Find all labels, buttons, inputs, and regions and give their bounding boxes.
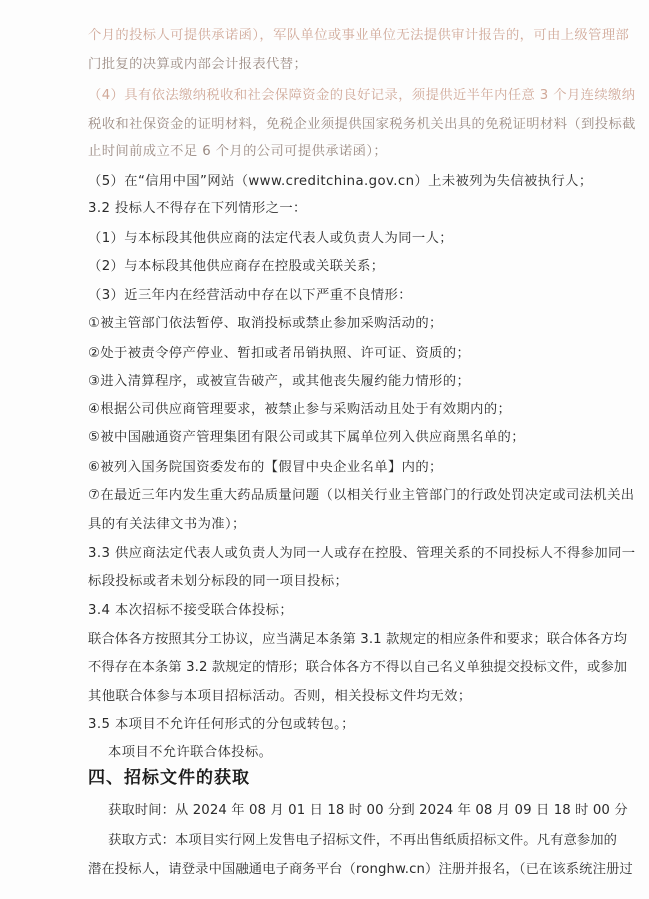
text-line-21: 3.4 本次招标不接受联合体投标； [88, 603, 294, 618]
section-heading: 四、招标文件的获取 [88, 768, 250, 788]
text-line-6: （5）在“信用中国”网站（www.creditchina.gov.cn）上未被列为失信被执行人； [88, 174, 593, 189]
text-line-22: 联合体各方按照其分工协议，应当满足本条第 3.1 款规定的相应条件和要求；联合体各方均 [88, 632, 628, 647]
text-line-9: （2）与本标段其他供应商存在控股或关联关系； [88, 259, 385, 274]
text-line-3: （4）具有依法缴纳税收和社会保障资金的良好记录，须提供近半年内任意 3 个月连续缴纳 [88, 88, 636, 103]
text-line-26: 本项目不允许联合体投标。 [108, 745, 273, 760]
text-line-2: 门批复的决算或内部会计报表代替； [88, 57, 308, 72]
text-line-7: 3.2 投标人不得存在下列情形之一： [88, 201, 307, 216]
text-line-17: ⑦在最近三年内发生重大药品质量问题（以相关行业主管部门的行政处罚决定或司法机关出 [88, 488, 635, 503]
text-line-5: 止时间前成立不足 6 个月的公司可提供承诺函）； [88, 144, 388, 159]
text-line-25: 3.5 本项目不允许任何形式的分包或转包。； [88, 717, 355, 732]
text-line-13: ③进入清算程序，或被宣告破产，或其他丧失履约能力情形的； [88, 374, 471, 389]
text-line-10: （3）近三年内在经营活动中存在以下严重不良情形： [88, 288, 412, 303]
text-line-14: ④根据公司供应商管理要求，被禁止参与采购活动且处于有效期内的； [88, 402, 512, 417]
text-line-28: 获取时间：从 2024 年 08 月 01 日 18 时 00 分到 2024 年 08 月 09 日 18 时 00 分 [108, 803, 628, 818]
text-line-20: 标段投标或者未划分标段的同一项目投标； [88, 574, 349, 589]
text-line-24: 其他联合体参与本项目招标活动。否则，相关投标文件均无效； [88, 689, 472, 704]
text-line-23: 不得存在本条第 3.2 款规定的情形；联合体各方不得以自己名义单独提交投标文件，或参加 [88, 660, 628, 675]
text-line-18: 具的有关法律文书为准）； [88, 517, 246, 532]
text-line-8: （1）与本标段其他供应商的法定代表人或负责人为同一人； [88, 231, 453, 246]
text-line-29: 获取方式：本项目实行网上发售电子招标文件，不再出售纸质招标文件。凡有意参加的 [108, 833, 618, 848]
text-line-1: 个月的投标人可提供承诺函），军队单位或事业单位无法提供审计报告的，可由上级管理部 [88, 28, 630, 43]
text-line-4: 税收和社保资金的证明材料，免税企业须提供国家税务机关出具的免税证明材料（到投标截 [88, 117, 636, 132]
text-line-16: ⑥被列入国务院国资委发布的【假冒中央企业名单】内的； [88, 460, 443, 475]
text-line-12: ②处于被责令停产停业、暂扣或者吊销执照、许可证、资质的； [88, 346, 471, 361]
text-line-30: 潜在投标人，请登录中国融通电子商务平台（ronghw.cn）注册并报名，（已在该系统注册过 [88, 862, 633, 877]
text-line-11: ①被主管部门依法暂停、取消投标或禁止参加采购活动的； [88, 316, 443, 331]
text-line-15: ⑤被中国融通资产管理集团有限公司或其下属单位列入供应商黑名单的； [88, 430, 525, 445]
text-line-19: 3.3 供应商法定代表人或负责人为同一人或存在控股、管理关系的不同投标人不得参加同一 [88, 546, 636, 561]
